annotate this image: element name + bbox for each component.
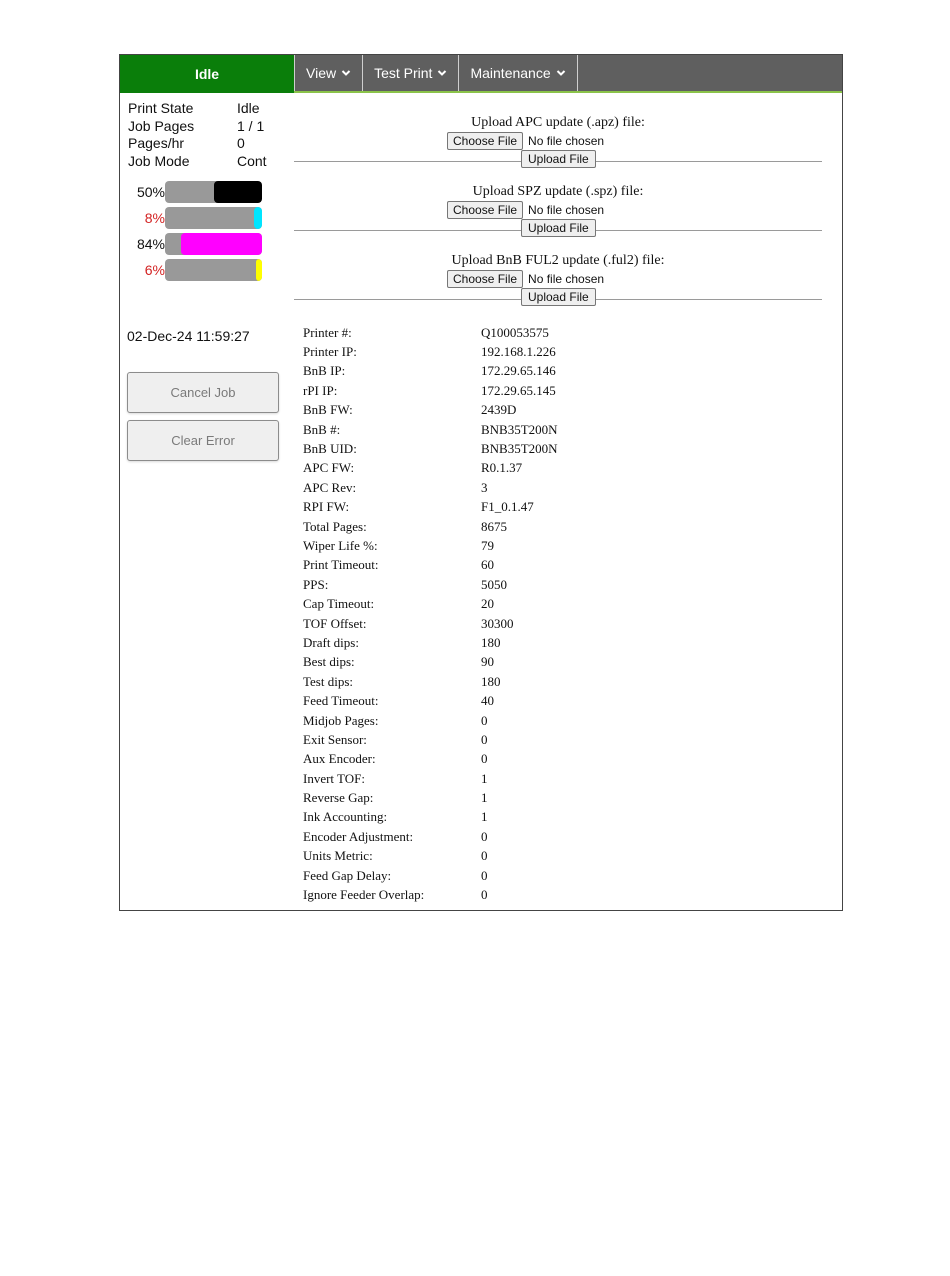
- info-label: Midjob Pages:: [303, 712, 379, 728]
- info-label: Printer IP:: [303, 344, 357, 360]
- upload-spz-block: [294, 162, 822, 235]
- state-row: [128, 135, 267, 153]
- chevron-down-icon: [556, 68, 566, 78]
- ink-bar: [165, 259, 262, 281]
- info-row: [303, 750, 558, 769]
- info-label: Units Metric:: [303, 848, 373, 864]
- state-row: [128, 100, 267, 118]
- file-status: No file chosen: [528, 203, 605, 217]
- info-label: RPI FW:: [303, 499, 350, 515]
- info-value: 1: [481, 790, 488, 806]
- info-value: 172.29.65.145: [481, 382, 556, 398]
- printer-status-indicator: Idle: [120, 55, 294, 93]
- chevron-down-icon: [437, 68, 447, 78]
- info-row: [303, 614, 558, 633]
- info-row: [303, 459, 558, 478]
- file-status: No file chosen: [528, 134, 605, 148]
- info-label: Best dips:: [303, 654, 355, 670]
- info-row: [303, 420, 558, 439]
- info-label: APC FW:: [303, 460, 355, 476]
- ink-fill: [254, 207, 262, 229]
- file-picker: [447, 132, 604, 150]
- info-label: Exit Sensor:: [303, 731, 367, 747]
- info-label: Ignore Feeder Overlap:: [303, 887, 425, 903]
- info-label: Ink Accounting:: [303, 809, 388, 825]
- info-label: TOF Offset:: [303, 615, 367, 631]
- ink-percent: 50%: [136, 184, 165, 200]
- state-row: [128, 153, 267, 171]
- info-label: BnB UID:: [303, 441, 357, 457]
- info-label: Invert TOF:: [303, 770, 365, 786]
- upload-file-button[interactable]: Upload File: [521, 288, 596, 306]
- upload-title: Upload APC update (.apz) file:: [471, 115, 645, 130]
- info-value: BNB35T200N: [481, 421, 558, 437]
- info-row: [303, 769, 558, 788]
- info-row: [303, 575, 558, 594]
- info-value: 0: [481, 887, 488, 903]
- info-row: [303, 323, 558, 342]
- info-value: 0: [481, 712, 488, 728]
- info-row: [303, 691, 558, 710]
- info-label: APC Rev:: [303, 479, 357, 495]
- info-row: [303, 362, 558, 381]
- info-value: 0: [481, 848, 488, 864]
- state-label: Pages/hr: [128, 135, 185, 151]
- ink-percent: 84%: [136, 236, 165, 252]
- info-row: [303, 342, 558, 361]
- printer-status-panel: [119, 54, 843, 911]
- info-value: 180: [481, 673, 501, 689]
- info-value: 60: [481, 557, 494, 573]
- info-label: Wiper Life %:: [303, 537, 378, 553]
- info-value: Q100053575: [481, 324, 549, 340]
- printer-info-table: [303, 323, 558, 905]
- firmware-upload-section: [294, 93, 822, 304]
- info-value: 5050: [481, 576, 507, 592]
- info-label: BnB IP:: [303, 363, 346, 379]
- info-value: 79: [481, 537, 494, 553]
- ink-bar: [165, 233, 262, 255]
- ink-level-magenta: [128, 233, 294, 255]
- menu-view[interactable]: [294, 55, 362, 91]
- choose-file-button[interactable]: Choose File: [447, 132, 523, 150]
- menu-test-print[interactable]: [362, 55, 458, 91]
- ink-bar: [165, 207, 262, 229]
- menu-test-print-label: Test Print: [374, 65, 433, 81]
- info-row: [303, 381, 558, 400]
- info-value: 2439D: [481, 402, 517, 418]
- info-value: BNB35T200N: [481, 441, 558, 457]
- info-label: BnB FW:: [303, 402, 353, 418]
- clear-error-button[interactable]: Clear Error: [127, 420, 279, 461]
- upload-title: Upload BnB FUL2 update (.ful2) file:: [451, 253, 665, 268]
- info-label: Reverse Gap:: [303, 790, 374, 806]
- info-row: [303, 633, 558, 652]
- upload-file-button[interactable]: Upload File: [521, 150, 596, 168]
- info-value: 1: [481, 770, 488, 786]
- info-value: R0.1.37: [481, 460, 523, 476]
- ink-fill: [181, 233, 262, 255]
- state-value: 1 / 1: [237, 117, 265, 134]
- info-value: 3: [481, 479, 488, 495]
- info-row: [303, 478, 558, 497]
- info-value: 90: [481, 654, 494, 670]
- info-value: 30300: [481, 615, 514, 631]
- menu-maintenance[interactable]: [458, 55, 577, 91]
- file-picker: [447, 201, 604, 219]
- info-label: Feed Timeout:: [303, 693, 379, 709]
- info-label: Printer #:: [303, 324, 352, 340]
- info-row: [303, 517, 558, 536]
- info-row: [303, 730, 558, 749]
- state-label: Print State: [128, 100, 194, 116]
- info-value: 0: [481, 751, 488, 767]
- info-value: 40: [481, 693, 494, 709]
- info-row: [303, 847, 558, 866]
- ink-level-black: [128, 181, 294, 203]
- upload-apc-block: [294, 93, 822, 166]
- info-row: [303, 808, 558, 827]
- info-label: Encoder Adjustment:: [303, 828, 414, 844]
- info-label: Test dips:: [303, 673, 354, 689]
- print-state-table: [128, 100, 267, 170]
- info-label: BnB #:: [303, 421, 341, 437]
- info-row: [303, 556, 558, 575]
- info-value: F1_0.1.47: [481, 499, 534, 515]
- ink-bar: [165, 181, 262, 203]
- info-value: 172.29.65.146: [481, 363, 556, 379]
- info-row: [303, 866, 558, 885]
- info-row: [303, 536, 558, 555]
- ink-fill: [256, 259, 262, 281]
- datetime-display: 02-Dec-24 11:59:27: [127, 328, 250, 344]
- ink-level-yellow: [128, 259, 294, 281]
- state-label: Job Mode: [128, 152, 190, 169]
- info-label: rPI IP:: [303, 382, 338, 398]
- info-row: [303, 788, 558, 807]
- ink-percent: 6%: [144, 262, 165, 278]
- choose-file-button[interactable]: Choose File: [447, 270, 523, 288]
- info-label: Print Timeout:: [303, 557, 379, 573]
- info-value: 0: [481, 731, 488, 747]
- info-label: Draft dips:: [303, 634, 359, 650]
- menu-view-label: View: [306, 65, 337, 81]
- upload-file-button[interactable]: Upload File: [521, 219, 596, 237]
- info-value: 8675: [481, 518, 507, 534]
- info-label: Feed Gap Delay:: [303, 867, 392, 883]
- info-row: [303, 711, 558, 730]
- menu-maintenance-label: Maintenance: [470, 65, 551, 81]
- state-value: Idle: [237, 100, 260, 116]
- state-label: Job Pages: [128, 117, 195, 134]
- info-value: 20: [481, 596, 494, 612]
- info-row: [303, 594, 558, 613]
- top-nav-bar: [120, 55, 842, 93]
- info-label: Cap Timeout:: [303, 596, 375, 612]
- ink-fill: [214, 181, 263, 203]
- state-value: Cont: [237, 152, 267, 169]
- cancel-job-button[interactable]: Cancel Job: [127, 372, 279, 413]
- file-picker: [447, 270, 604, 288]
- state-row: [128, 118, 267, 136]
- choose-file-button[interactable]: Choose File: [447, 201, 523, 219]
- info-row: [303, 885, 558, 904]
- info-value: 192.168.1.226: [481, 344, 556, 360]
- ink-level-cyan: [128, 207, 294, 229]
- file-status: No file chosen: [528, 272, 605, 286]
- info-value: 0: [481, 828, 488, 844]
- info-value: 1: [481, 809, 488, 825]
- info-row: [303, 653, 558, 672]
- state-value: 0: [237, 135, 245, 151]
- info-row: [303, 439, 558, 458]
- info-label: Total Pages:: [303, 518, 367, 534]
- info-value: 0: [481, 867, 488, 883]
- upload-title: Upload SPZ update (.spz) file:: [472, 184, 644, 199]
- info-row: [303, 672, 558, 691]
- ink-percent: 8%: [144, 210, 165, 226]
- info-row: [303, 827, 558, 846]
- info-row: [303, 401, 558, 420]
- upload-ful2-block: [294, 231, 822, 304]
- chevron-down-icon: [341, 68, 351, 78]
- info-row: [303, 498, 558, 517]
- main-menu: [294, 55, 578, 93]
- info-value: 180: [481, 634, 501, 650]
- info-label: Aux Encoder:: [303, 751, 376, 767]
- info-label: PPS:: [303, 576, 329, 592]
